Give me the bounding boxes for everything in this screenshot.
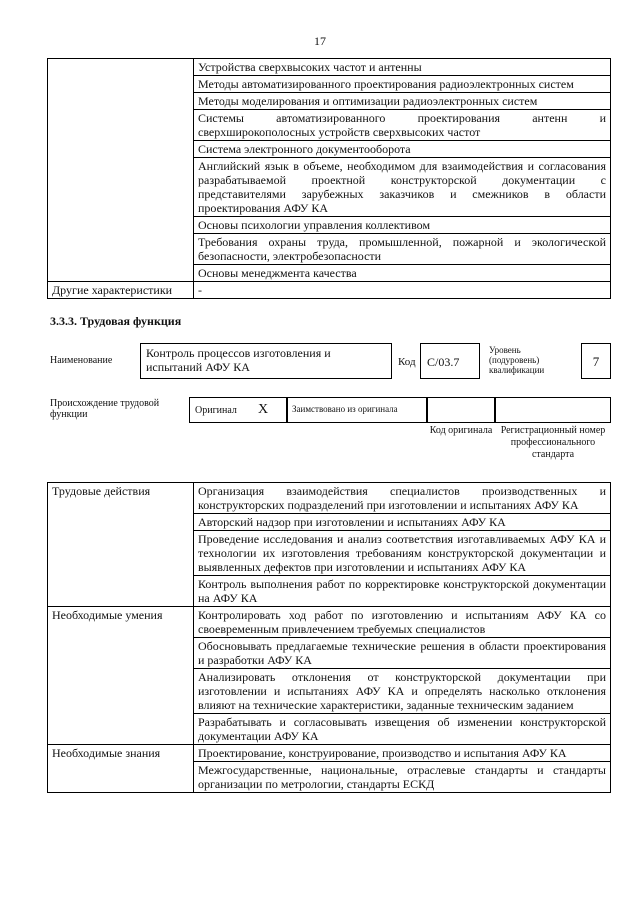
table-row [48,607,611,638]
table-row [48,59,611,76]
code-value-box: C/03.7 [420,343,480,379]
table-cell: Английский язык в объеме, необходимом для взаимодействия и согласования разрабатываемой проектной конструкторской документации с представителями зарубежных заказчиков и смежников в области проектирования АФУ КА [194,158,611,217]
other-characteristics-value: - [194,282,611,299]
reg-number-caption: Регистрационный номер профессионального стандарта [500,425,606,460]
table-cell: Система электронного документооборота [194,141,611,158]
table-cell: Разрабатывать и согласовывать извещения об изменении конструкторской документации АФУ КА [194,714,611,745]
knowledge-continuation-table [47,58,611,299]
table-cell: Организация взаимодействия специалистов производственных и конструкторских подразделений при изготовлении и испытаниях АФУ КА [194,483,611,514]
original-mark: X [258,402,269,417]
borrowed-label: Заимствовано из оригинала [292,404,398,414]
table-row [48,745,611,762]
table-row [48,483,611,514]
table-cell: Методы автоматизированного проектирования радиоэлектронных систем [194,76,611,93]
section-title: 3.3.3. Трудовая функция [50,314,182,328]
table-cell: Проведение исследования и анализ соответствия изготавливаемых АФУ КА и технологии их изготовления требованиям конструкторской документации и выявленных дефектов при изготовлении и испытаниях АФУ КА [194,531,611,576]
table-row-other [48,282,611,299]
reg-number-box [495,397,611,423]
table-cell: Анализировать отклонения от конструкторской документации при изготовлении и испытаниях АФУ КА и определять насколько отклонения влияют на технические характеристики, заданные техническим заданием [194,669,611,714]
table-cell: Системы автоматизированного проектирования антенн и сверхширокополосных устройств сверхвысоких частот [194,110,611,141]
table-cell: Авторский надзор при изготовлении и испытаниях АФУ КА [194,514,611,531]
function-name-box: Контроль процессов изготовления и испытаний АФУ КА [140,343,392,379]
level-label: Уровень (подуровень) квалификации [489,345,545,375]
original-label: Оригинал [195,405,237,416]
table-cell: Основы психологии управления коллективом [194,217,611,234]
table-cell: Обосновывать предлагаемые технические решения в области проектирования и разработки АФУ КА [194,638,611,669]
name-label: Наименование [50,355,113,366]
original-box [189,397,287,423]
function-details-table [47,482,611,793]
group-label-knowledge: Необходимые знания [48,745,194,793]
page-number: 17 [314,34,326,48]
table-left-cell-empty [48,59,194,282]
table-cell: Контролировать ход работ по изготовлению и испытаниям АФУ КА со своевременным привлечением требуемых специалистов [194,607,611,638]
table-cell: Устройства сверхвысоких частот и антенны [194,59,611,76]
table-cell: Проектирование, конструирование, производство и испытания АФУ КА [194,745,611,762]
table-cell: Основы менеджмента качества [194,265,611,282]
other-characteristics-label: Другие характеристики [48,282,194,299]
borrowed-box [287,397,427,423]
table-cell: Методы моделирования и оптимизации радиоэлектронных систем [194,93,611,110]
group-label-skills: Необходимые умения [48,607,194,745]
level-value-box: 7 [581,343,611,379]
code-original-box [427,397,495,423]
table-cell: Контроль выполнения работ по корректировке конструкторской документации на АФУ КА [194,576,611,607]
code-original-caption: Код оригинала [429,425,493,436]
table-cell: Требования охраны труда, промышленной, пожарной и экологической безопасности, электробезопасности [194,234,611,265]
origin-label: Происхождение трудовой функции [50,398,160,420]
code-label: Код [398,356,416,368]
group-label-actions: Трудовые действия [48,483,194,607]
table-cell: Межгосударственные, национальные, отраслевые стандарты и стандарты организации по метрологии, стандарты ЕСКД [194,762,611,793]
